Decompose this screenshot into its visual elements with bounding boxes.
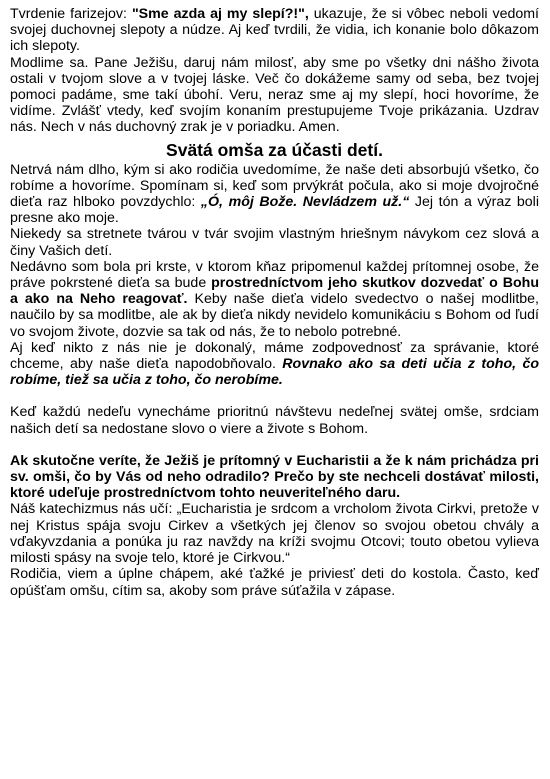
paragraph-sinful-habits: Niekedy sa stretnete tvárou v tvár svojim vlastným hriešnym návykom cez slová a činy Vašich detí. — [10, 226, 539, 259]
text-run: Netrvá nám dlho, kým si ako rodičia uvedomíme, že naše deti absorbujú všetko, čo robíme a hovoríme. Spomínam si, keď som prvýkrát počula, ako si moje dvojročné dieťa raz hlboko povzdychlo: — [10, 161, 539, 211]
paragraph-prayer: Modlime sa. Pane Ježišu, daruj nám milosť, aby sme po všetky dni nášho života ostali v tvojom slove a v tvojej láske. Več čo dokážeme samy od seba, bez tvojej pomoci padáme, sme takí úbohí. Veru, neraz sme aj my slepí, hoci hovoríme, že vidíme. Zvlášť vtedy, keď svojím konaním prestupujeme Tvoje prikázania. Uzdrav nás. Nech v nás duchovný zrak je v poriadku. Amen. — [10, 54, 539, 136]
paragraph-baptism — [10, 259, 539, 340]
child-quote: „Ó, môj Bože. Nevládzem už.“ — [200, 194, 410, 211]
responsibility-emphasis: Rovnako ako sa deti učia z toho, čo robíme, tiež sa učia z toho, čo nerobíme. — [10, 356, 539, 389]
pharisees-quote: "Sme azda aj my slepí?!", — [131, 6, 309, 22]
paragraph-eucharist-question: Ak skutočne veríte, že Ježiš je prítomný v Eucharistii a že k nám prichádza pri sv. omši, čo by Vás od neho odradilo? Prečo by ste nechceli dostávať milosti, ktoré udeľuje prostredníctvom tohto neuveriteľného daru. — [10, 452, 539, 502]
baptism-emphasis: prostredníctvom jeho skutkov dozvedať o Bohu a ako na Neho reagovať. — [10, 275, 539, 308]
paragraph-parents: Rodičia, viem a úplne chápem, aké ťažké je priviesť deti do kostola. Často, keď opúšťam omšu, cítim sa, akoby som práve súťažila v zápase. — [10, 566, 539, 599]
text-run: Keby naše dieťa videlo svedectvo o našej modlitbe, naučilo by sa modlitbe, ale ak by dieťa nikdy nevidelo komunikáciu s Bohom od ľudí vo svojom živote, dozvie sa tak od nás, že to nebolo potrebné. — [10, 291, 539, 340]
text-run: Tvrdenie farizejov: — [10, 6, 132, 22]
text-run: Nedávno som bola pri krste, v ktorom kňaz pripomenul každej prítomnej osobe, že práve pokrstené dieťa sa bude — [10, 258, 539, 292]
paragraph-children-absorb — [10, 162, 539, 227]
text-run: ukazuje, že si vôbec neboli vedomí svojej duchovnej slepoty a núdze. Aj keď tvrdili, že vidia, ich konanie bolo dôkazom ich slepoty. — [10, 6, 539, 55]
text-run: Jej tón a výraz boli presne ako moje. — [10, 194, 539, 227]
paragraph-spacer — [10, 437, 539, 453]
paragraph-pharisees — [10, 6, 539, 55]
paragraph-responsibility — [10, 340, 539, 389]
paragraph-spacer — [10, 388, 539, 404]
text-run: Aj keď nikto z nás nie je dokonalý, máme zodpovednosť za správanie, ktoré chceme, aby naše dieťa napodobňovalo. — [10, 339, 539, 373]
paragraph-catechism: Náš katechizmus nás učí: „Eucharistia je srdcom a vrcholom života Cirkvi, pretože v nej Kristus spája svoju Cirkev a všetkých jej členov so svojou obetou chvály a vďakyvzdania a ponúka ju raz navždy na kríži svojmu Otcovi; touto obetou vylieva milosti spásy na svoje telo, ktoré je Cirkvou.“ — [10, 501, 539, 567]
section-heading: Svätá omša za účasti detí. — [166, 139, 383, 160]
paragraph-sunday-mass: Keď každú nedeľu vynecháme prioritnú návštevu nedeľnej svätej omše, srdciam našich detí sa nedostane slovo o viere a živote s Bohom. — [10, 404, 539, 437]
